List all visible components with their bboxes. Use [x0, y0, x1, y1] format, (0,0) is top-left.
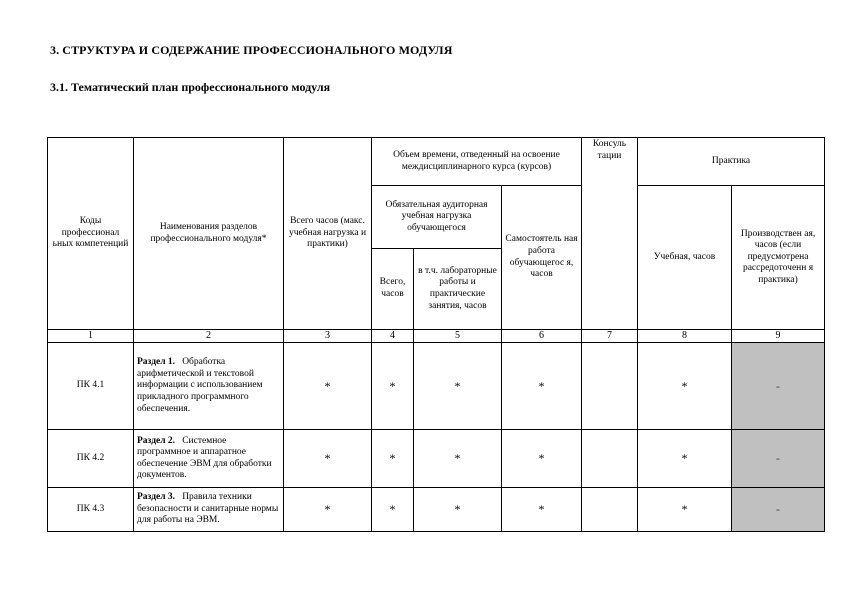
header-practice: Практика — [638, 138, 825, 186]
header-consult: Консуль тации — [582, 138, 638, 330]
cell-industrial: - — [732, 488, 825, 532]
competency-code: ПК 4.1 — [48, 343, 134, 430]
header-total-hours: Всего часов (макс. учебная нагрузка и практики) — [284, 138, 372, 330]
cell-industrial: - — [732, 430, 825, 488]
column-number-row — [48, 330, 825, 343]
cell-self-work: * — [502, 430, 582, 488]
header-incl-lab: в т.ч. лабораторные работы и практические занятия, часов — [414, 249, 502, 330]
cell-incl-lab: * — [414, 343, 502, 430]
section-name — [134, 488, 284, 532]
header-volume: Объем времени, отведенный на освоение междисциплинарного курса (курсов) — [372, 138, 582, 186]
subsection-heading: 3.1. Тематический план профессионального модуля — [50, 80, 331, 94]
section-heading: 3. СТРУКТУРА И СОДЕРЖАНИЕ ПРОФЕССИОНАЛЬНОГО МОДУЛЯ — [50, 43, 453, 57]
header-industrial: Производствен ая, часов (если предусмотрена рассредоточенн я практика) — [732, 186, 825, 330]
section-text: Системное программное и аппаратное обеспечение ЭВМ для обработки документов. — [137, 435, 272, 481]
header-section-names: Наименования разделов профессионального модуля* — [134, 138, 284, 330]
section-name — [134, 343, 284, 430]
cell-incl-lab: * — [414, 488, 502, 532]
cell-self-work: * — [502, 343, 582, 430]
table-row — [48, 430, 825, 488]
column-number: 3 — [284, 330, 372, 343]
section-label: Раздел 1. — [137, 357, 176, 368]
cell-total-hours: * — [284, 488, 372, 532]
table-row — [48, 343, 825, 430]
cell-consult — [582, 430, 638, 488]
header-mandatory: Обязательная аудиторная учебная нагрузка обучающегося — [372, 186, 502, 249]
header-total: Всего, часов — [372, 249, 414, 330]
cell-total: * — [372, 430, 414, 488]
thematic-plan-table — [47, 137, 825, 532]
column-number: 9 — [732, 330, 825, 343]
section-name — [134, 430, 284, 488]
cell-educational: * — [638, 430, 732, 488]
section-text: Правила техники безопасности и санитарные нормы для работы на ЭВМ. — [137, 492, 279, 526]
header-educational: Учебная, часов — [638, 186, 732, 330]
column-number: 4 — [372, 330, 414, 343]
cell-total: * — [372, 343, 414, 430]
column-number: 1 — [48, 330, 134, 343]
section-label: Раздел 3. — [137, 492, 176, 503]
header-self-work: Самостоятель ная работа обучающегос я, часов — [502, 186, 582, 330]
cell-educational: * — [638, 343, 732, 430]
section-text: Обработка арифметической и текстовой информации с использованием прикладного программного обеспечения. — [137, 357, 263, 414]
competency-code: ПК 4.2 — [48, 430, 134, 488]
table-row — [48, 488, 825, 532]
cell-industrial: - — [732, 343, 825, 430]
section-label: Раздел 2. — [137, 435, 176, 446]
cell-total: * — [372, 488, 414, 532]
cell-incl-lab: * — [414, 430, 502, 488]
column-number: 2 — [134, 330, 284, 343]
column-number: 6 — [502, 330, 582, 343]
header-codes: Коды профессионал ьных компетенций — [48, 138, 134, 330]
cell-total-hours: * — [284, 430, 372, 488]
column-number: 5 — [414, 330, 502, 343]
cell-consult — [582, 488, 638, 532]
column-number: 7 — [582, 330, 638, 343]
column-number: 8 — [638, 330, 732, 343]
cell-consult — [582, 343, 638, 430]
cell-total-hours: * — [284, 343, 372, 430]
cell-educational: * — [638, 488, 732, 532]
competency-code: ПК 4.3 — [48, 488, 134, 532]
cell-self-work: * — [502, 488, 582, 532]
